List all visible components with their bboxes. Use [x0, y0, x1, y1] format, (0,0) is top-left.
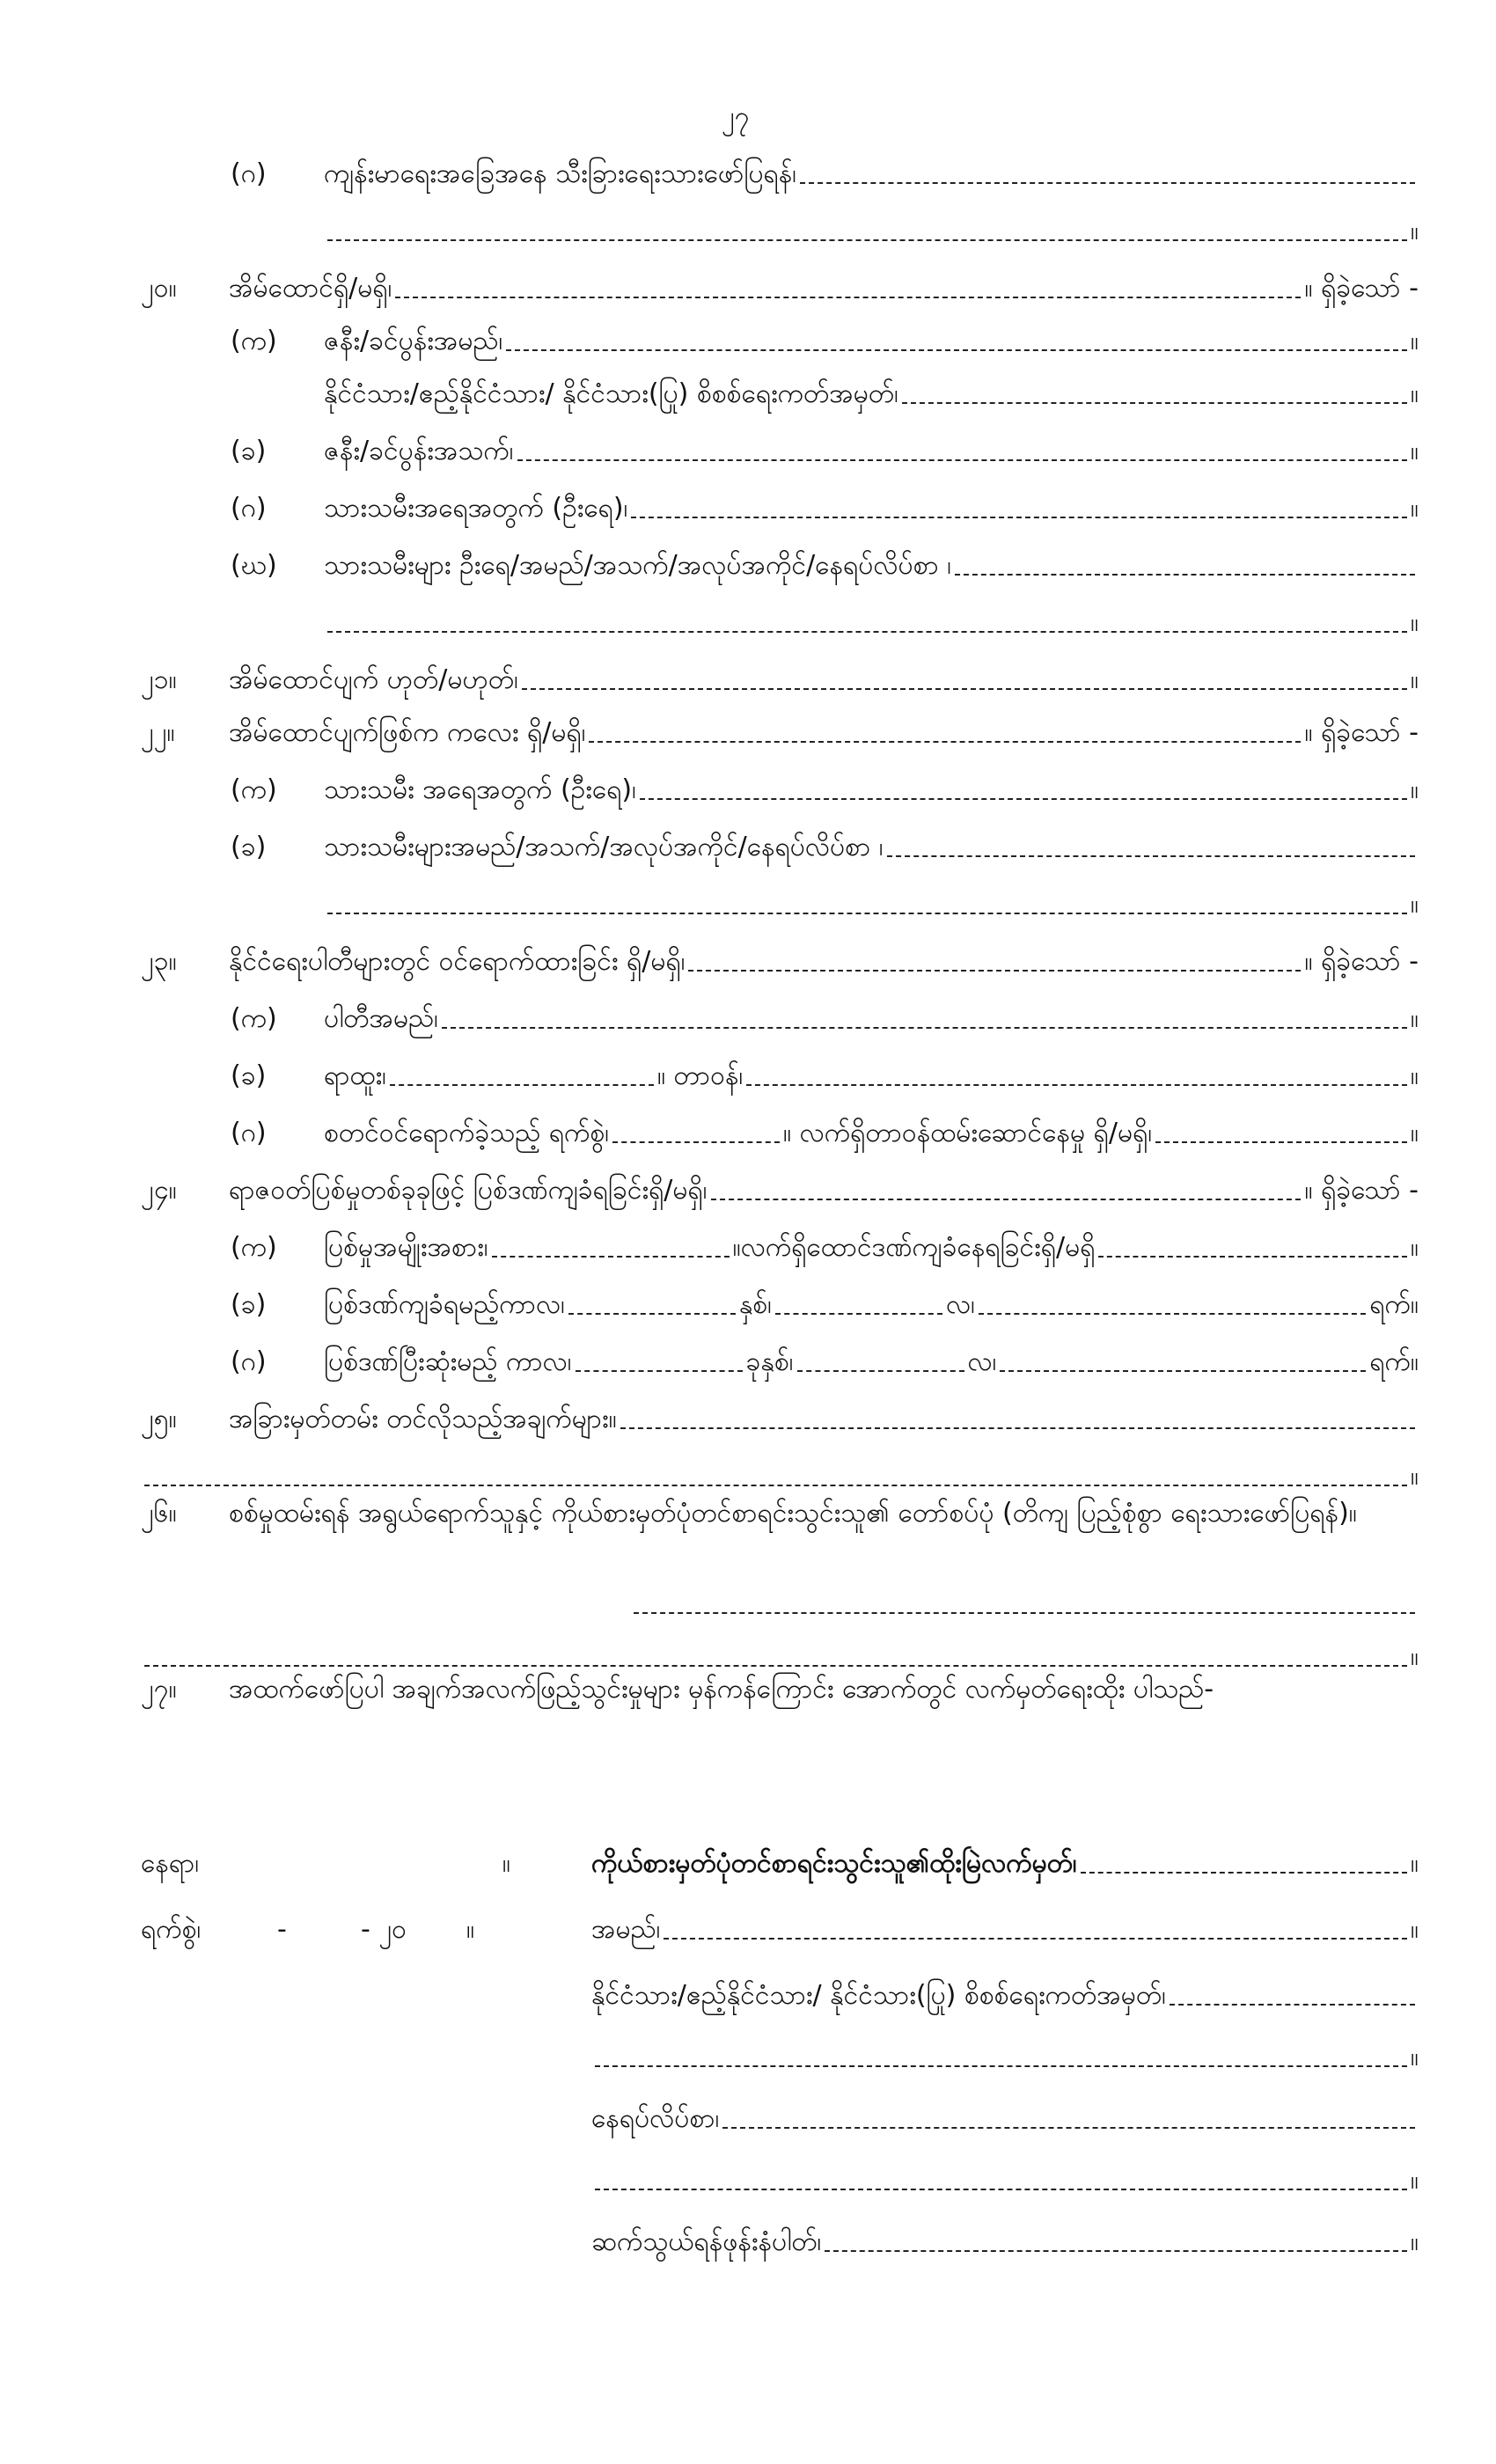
sentence-days-field[interactable]	[979, 1313, 1367, 1315]
signer-name-row: အမည်၊ ။	[591, 1914, 1419, 1945]
divorce-children-details-line2[interactable]	[327, 913, 1407, 914]
signer-address-field-line2[interactable]	[595, 2189, 1407, 2190]
item20-kha-row: (ခ) ဇနီး/ခင်ပွန်းအသက်၊ ။	[231, 436, 1419, 466]
item23-row: ၂၃။ နိုင်ငံရေးပါတီများတွင် ဝင်ရောက်ထားခြင်း ရှိ/မရှိ၊ ။ ရှိခဲ့သော် -	[141, 946, 1419, 977]
signer-id-field[interactable]	[1170, 2004, 1415, 2006]
item23-ga-row: (ဂ) စတင်ဝင်ရောက်ခဲ့သည့် ရက်စွဲ၊ ။ လက်ရှိတာဝန်ထမ်းဆောင်နေမှု ရှိ/မရှိ၊ ။	[231, 1118, 1419, 1148]
page-number: ၂၇	[722, 101, 750, 132]
divorced-field[interactable]	[522, 688, 1407, 690]
item25-row: ၂၅။ အခြားမှတ်တမ်း တင်လိုသည့်အချက်များ။	[141, 1399, 1419, 1440]
item24-row: ၂၄။ ရာဇဝတ်ပြစ်မှုတစ်ခုခုဖြင့် ပြစ်ဒဏ်ကျခံရခြင်းရှိ/မရှိ၊ ။ ရှိခဲ့သော် -	[141, 1175, 1419, 1206]
health-condition-field[interactable]	[800, 182, 1415, 184]
children-count-field[interactable]	[631, 517, 1407, 518]
party-active-field[interactable]	[1155, 1141, 1407, 1143]
item22-kha-cont: ။	[324, 884, 1419, 925]
item22-kha-row: (ခ) သားသမီးများအမည်/အသက်/အလုပ်အကိုင်/နေရပ်လိပ်စာ ၊	[231, 827, 1419, 868]
spouse-age-field[interactable]	[517, 459, 1407, 461]
sentence-years-field[interactable]	[568, 1313, 736, 1315]
divorce-children-count-field[interactable]	[640, 798, 1407, 800]
item20-row: ၂၀။ အိမ်ထောင်ရှိ/မရှိ၊ ။ ရှိခဲ့သော် -	[141, 268, 1419, 309]
spouse-id-field[interactable]	[902, 402, 1407, 404]
item24-kha-row: (ခ) ပြစ်ဒဏ်ကျခံရမည့်ကာလ၊ နှစ်၊ လ၊ ရက်။	[231, 1289, 1419, 1320]
item22-ka-row: (က) သားသမီး အရေအတွက် (ဦးရေ)၊ ။	[231, 774, 1419, 805]
signer-id-field-line2[interactable]	[595, 2065, 1407, 2067]
children-details-field[interactable]	[955, 574, 1415, 576]
item20-ka-row: (က) ဇနီး/ခင်ပွန်းအမည်၊ ။	[231, 326, 1419, 356]
married-field[interactable]	[395, 297, 1301, 298]
item19-ga-cont: ။	[324, 211, 1419, 252]
signature-row: ကိုယ်စားမှတ်ပုံတင်စာရင်းသွင်းသူ၏ထိုးမြဲလက်မှတ်၊ ။	[591, 1848, 1419, 1879]
item26-line1	[141, 1584, 1419, 1624]
signer-address-cont: ။	[591, 2160, 1419, 2201]
party-name-field[interactable]	[442, 1027, 1407, 1029]
party-join-date-field[interactable]	[612, 1141, 780, 1143]
item20-gha-cont: ။	[324, 603, 1419, 643]
item23-kha-row: (ခ) ရာထူး၊ ။ တာဝန်၊ ။	[231, 1060, 1419, 1091]
divorce-children-field[interactable]	[589, 741, 1301, 743]
item23-ka-row: (က) ပါတီအမည်၊ ။	[231, 1003, 1419, 1034]
relationship-field[interactable]	[634, 1612, 1415, 1614]
date-row: ရက်စွဲ၊ - - ၂၀ ။	[141, 1914, 475, 1945]
signer-phone-row: ဆက်သွယ်ရန်ဖုန်းနံပါတ်၊ ။	[591, 2226, 1419, 2257]
signer-name-field[interactable]	[664, 1938, 1406, 1940]
item25-cont: ။	[141, 1456, 1419, 1497]
criminal-record-field[interactable]	[711, 1199, 1302, 1200]
signature-field[interactable]	[1081, 1872, 1407, 1874]
offence-type-field[interactable]	[492, 1256, 730, 1258]
other-remarks-field[interactable]	[620, 1427, 1415, 1429]
place-row: နေရာ၊ ။	[141, 1848, 510, 1879]
item24-ga-row: (ဂ) ပြစ်ဒဏ်ပြီးဆုံးမည့် ကာလ၊ ခုနှစ်၊ လ၊ ရက်။	[231, 1346, 1419, 1377]
item19-ga-row: (ဂ) ကျန်းမာရေးအခြေအနေ သီးခြားရေးသားဖော်ပြရန်၊	[231, 154, 1419, 194]
party-position-field[interactable]	[390, 1084, 654, 1086]
item26-line2: ။	[141, 1637, 1419, 1677]
item22-row: ၂၂။ အိမ်ထောင်ပျက်ဖြစ်က ကလေး ရှိ/မရှိ၊ ။ ရှိခဲ့သော် -	[141, 717, 1419, 748]
item20-ga-row: (ဂ) သားသမီးအရေအတွက် (ဦးရေ)၊ ။	[231, 493, 1419, 524]
signer-id-row: နိုင်ငံသား/ဧည့်နိုင်ငံသား/ နိုင်ငံသား(ပြု) စိစစ်ရေးကတ်အမှတ်၊	[591, 1976, 1419, 2016]
signer-phone-field[interactable]	[825, 2250, 1407, 2252]
signer-address-row: နေရပ်လိပ်စာ၊	[591, 2099, 1419, 2139]
other-remarks-field-line2[interactable]	[144, 1485, 1407, 1486]
party-duty-field[interactable]	[746, 1084, 1407, 1086]
item20-gha-row: (ဃ) သားသမီးများ ဦးရေ/အမည်/အသက်/အလုပ်အကိုင်/နေရပ်လိပ်စာ ၊	[231, 546, 1419, 586]
item27-text: ၂၇။ အထက်ဖော်ပြပါ အချက်အလက်ဖြည့်သွင်းမှုများ မှန်ကန်ကြောင်း အောက်တွင် လက်မှတ်ရေးထိုး ပါသည်-	[141, 1674, 1214, 1705]
item19-ga-label: ကျန်းမာရေးအခြေအနေ သီးခြားရေးသားဖော်ပြရန်၊	[324, 158, 797, 189]
sentence-end-day-field[interactable]	[1000, 1370, 1366, 1372]
party-member-field[interactable]	[688, 970, 1301, 972]
divorce-children-details-field[interactable]	[887, 855, 1415, 857]
health-condition-field-line2[interactable]	[327, 239, 1407, 241]
sentence-months-field[interactable]	[775, 1313, 942, 1315]
item20-ka-id-row: နိုင်ငံသား/ဧည့်နိုင်ငံသား/ နိုင်ငံသား(ပြု) စိစစ်ရေးကတ်အမှတ်၊ ။	[324, 378, 1419, 409]
sentence-end-year-field[interactable]	[576, 1370, 743, 1372]
item20-label: အိမ်ထောင်ရှိ/မရှိ၊	[229, 273, 392, 304]
item21-row: ၂၁။ အိမ်ထောင်ပျက် ဟုတ်/မဟုတ်၊ ။	[141, 664, 1419, 695]
signer-address-field[interactable]	[722, 2127, 1415, 2129]
sentence-end-month-field[interactable]	[797, 1370, 964, 1372]
signer-id-cont: ။	[591, 2037, 1419, 2078]
serving-sentence-field[interactable]	[1098, 1256, 1406, 1258]
item24-ka-row: (က) ပြစ်မှုအမျိုးအစား၊ ။လက်ရှိထောင်ဒဏ်ကျခံနေရခြင်းရှိ/မရှိ ။	[231, 1232, 1419, 1263]
children-details-field-line2[interactable]	[327, 631, 1407, 633]
spouse-name-field[interactable]	[506, 349, 1407, 351]
item26-text: ၂၆။ စစ်မှုထမ်းရန် အရွယ်ရောက်သူနှင့် ကိုယ်စားမှတ်ပုံတင်စာရင်းသွင်းသူ၏ တော်စပ်ပုံ (တိကျ ပြည့်စုံစွာ ရေးသားဖော်ပြရန်)။	[141, 1498, 1357, 1529]
